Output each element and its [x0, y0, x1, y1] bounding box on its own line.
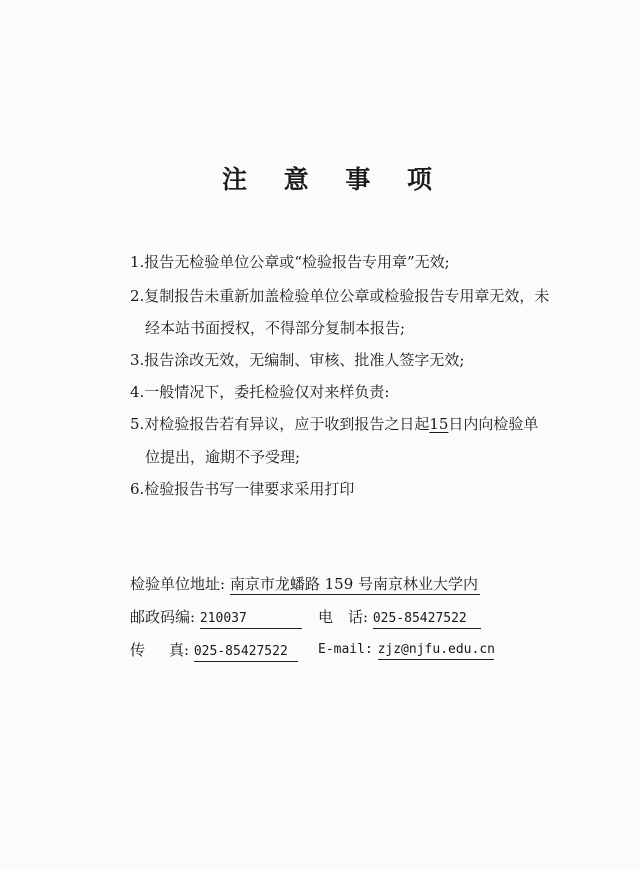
phone-label: 电 话: [318, 608, 369, 626]
notice-item-5 [130, 413, 538, 434]
page-title: 注 意 事 项 [221, 165, 447, 194]
notice-item-5-continued: 位提出，逾期不予受理; [145, 448, 301, 466]
objection-days: 15 [429, 415, 449, 433]
email-value: zjz@njfu.edu.cn [378, 641, 494, 660]
notice-item-4: 4.一般情况下，委托检验仅对来样负责: [130, 383, 390, 401]
email-label: E-mail: [318, 642, 373, 657]
notice-item-2-continued: 经本站书面授权，不得部分复制本报告; [145, 319, 406, 337]
phone-row [318, 606, 481, 629]
address-row [130, 573, 480, 595]
fax-value: 025-85427522 [194, 643, 298, 662]
notice-item-2: 2.复制报告未重新加盖检验单位公章或检验报告专用章无效，未 [130, 287, 550, 305]
address-value: 南京市龙蟠路 159 号南京林业大学内 [229, 575, 479, 593]
notice-item-6: 6.检验报告书写一律要求采用打印 [130, 480, 355, 498]
fax-label-2: 真: [169, 641, 190, 659]
notice-item-5-pre: 5.对检验报告若有异议，应于收到报告之日起 [130, 415, 430, 433]
fax-label-1: 传 [130, 641, 146, 659]
email-row [318, 639, 494, 660]
zip-label: 邮政码编: [130, 608, 196, 626]
notice-item-3: 3.报告涂改无效，无编制、审核、批准人签字无效; [130, 351, 465, 369]
zip-value: 210037 [200, 610, 302, 629]
fax-row [130, 639, 298, 662]
notice-item-1: 1.报告无检验单位公章或“检验报告专用章”无效; [130, 253, 450, 271]
zip-row [130, 606, 302, 629]
phone-value: 025-85427522 [373, 610, 481, 629]
notice-item-5-post: 日内向检验单 [448, 415, 539, 433]
address-label: 检验单位地址: [130, 575, 226, 593]
